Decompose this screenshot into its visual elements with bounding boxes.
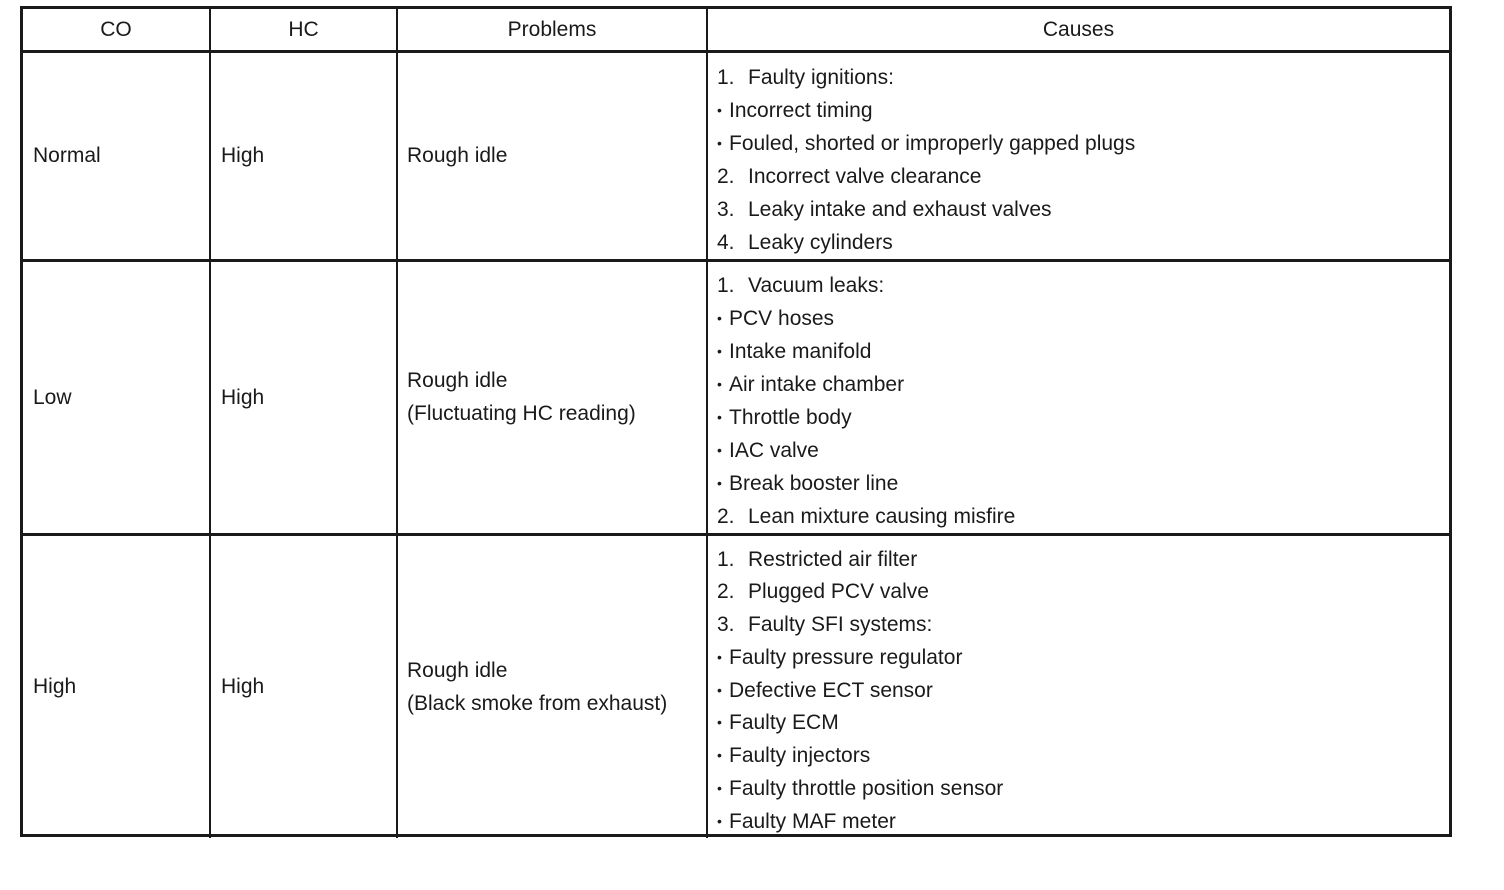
problems-cell <box>397 534 707 838</box>
cause-text: Restricted air filter <box>748 547 918 571</box>
cause-text: IAC valve <box>729 438 819 462</box>
bullet-icon: • <box>717 101 722 118</box>
header-causes: Causes <box>707 9 1449 51</box>
bullet-icon: • <box>717 681 722 698</box>
causes-cell <box>707 534 1449 838</box>
cause-bullet-item <box>717 368 1449 401</box>
bullet-icon: • <box>717 134 722 151</box>
cause-numbered-item <box>717 226 1449 259</box>
item-number: 1. <box>717 65 735 89</box>
cause-text: Lean mixture causing misfire <box>748 504 1016 528</box>
cause-text: Faulty ECM <box>729 711 839 735</box>
bullet-icon: • <box>717 474 722 491</box>
cause-bullet-item <box>717 739 1449 772</box>
cause-bullet-item <box>717 127 1449 160</box>
cause-bullet-item <box>717 772 1449 805</box>
cause-text: Faulty MAF meter <box>729 809 896 833</box>
table-row <box>23 534 1449 838</box>
cause-text: Defective ECT sensor <box>729 678 933 702</box>
bullet-icon: • <box>717 342 722 359</box>
hc-value: High <box>210 260 397 534</box>
cause-numbered-item <box>717 608 1449 641</box>
cause-bullet-item <box>717 434 1449 467</box>
table-header-row <box>23 9 1449 51</box>
item-number: 2. <box>717 504 735 528</box>
cause-bullet-item <box>717 641 1449 674</box>
problem-line: (Fluctuating HC reading) <box>407 402 636 425</box>
header-hc: HC <box>210 9 397 51</box>
causes-cell <box>707 260 1449 534</box>
cause-numbered-item <box>717 269 1449 302</box>
cause-text: Leaky cylinders <box>748 230 893 254</box>
cause-text: Vacuum leaks: <box>748 273 885 297</box>
hc-value: High <box>210 534 397 838</box>
cause-bullet-item <box>717 674 1449 707</box>
bullet-icon: • <box>717 441 722 458</box>
cause-bullet-item <box>717 94 1449 127</box>
cause-text: Plugged PCV valve <box>748 580 929 604</box>
co-value: Normal <box>23 51 210 260</box>
cause-bullet-item <box>717 805 1449 838</box>
causes-list <box>717 53 1449 259</box>
cause-numbered-item <box>717 193 1449 226</box>
bullet-icon: • <box>717 648 722 665</box>
cause-text: Air intake chamber <box>729 372 905 396</box>
bullet-icon: • <box>717 408 722 425</box>
cause-bullet-item <box>717 467 1449 500</box>
causes-list <box>717 262 1449 533</box>
cause-text: Faulty injectors <box>729 744 871 768</box>
bullet-icon: • <box>717 714 722 731</box>
bullet-icon: • <box>717 780 722 797</box>
item-number: 3. <box>717 613 735 637</box>
cause-text: PCV hoses <box>729 306 835 330</box>
problem-line: Rough idle <box>407 144 508 167</box>
cause-text: Fouled, shorted or improperly gapped plugs <box>729 131 1136 155</box>
problem-line: (Black smoke from exhaust) <box>407 691 668 715</box>
cause-numbered-item <box>717 500 1449 533</box>
cause-bullet-item <box>717 302 1449 335</box>
cause-numbered-item <box>717 160 1449 193</box>
problem-line: Rough idle <box>407 658 508 682</box>
header-co: CO <box>23 9 210 51</box>
cause-bullet-item <box>717 335 1449 368</box>
item-number: 2. <box>717 164 735 188</box>
item-number: 1. <box>717 273 735 297</box>
table-row <box>23 51 1449 260</box>
problem-line: Rough idle <box>407 369 508 392</box>
bullet-icon: • <box>717 747 722 764</box>
cause-bullet-item <box>717 401 1449 434</box>
cause-text: Throttle body <box>729 405 852 429</box>
cause-numbered-item <box>717 61 1449 94</box>
table-row <box>23 260 1449 534</box>
bullet-icon: • <box>717 309 722 326</box>
header-problems: Problems <box>397 9 707 51</box>
causes-cell <box>707 51 1449 260</box>
cause-text: Leaky intake and exhaust valves <box>748 197 1052 221</box>
bullet-icon: • <box>717 375 722 392</box>
cause-text: Faulty SFI systems: <box>748 613 933 637</box>
item-number: 2. <box>717 580 735 604</box>
co-hc-diagnosis-table <box>23 9 1449 838</box>
cause-numbered-item <box>717 575 1449 608</box>
item-number: 4. <box>717 230 735 254</box>
table-body <box>23 51 1449 838</box>
co-value: High <box>23 534 210 838</box>
cause-text: Faulty throttle position sensor <box>729 777 1004 801</box>
cause-text: Intake manifold <box>729 339 872 363</box>
item-number: 3. <box>717 197 735 221</box>
problems-cell <box>397 260 707 534</box>
cause-text: Incorrect valve clearance <box>748 164 982 188</box>
cause-text: Faulty pressure regulator <box>729 645 963 669</box>
bullet-icon: • <box>717 812 722 829</box>
cause-bullet-item <box>717 706 1449 739</box>
cause-text: Break booster line <box>729 471 899 495</box>
cause-text: Faulty ignitions: <box>748 65 894 89</box>
hc-value: High <box>210 51 397 260</box>
problems-cell <box>397 51 707 260</box>
co-value: Low <box>23 260 210 534</box>
cause-text: Incorrect timing <box>729 98 873 122</box>
item-number: 1. <box>717 547 735 571</box>
cause-numbered-item <box>717 543 1449 576</box>
causes-list <box>717 536 1449 838</box>
diagnosis-table-frame <box>20 6 1452 837</box>
